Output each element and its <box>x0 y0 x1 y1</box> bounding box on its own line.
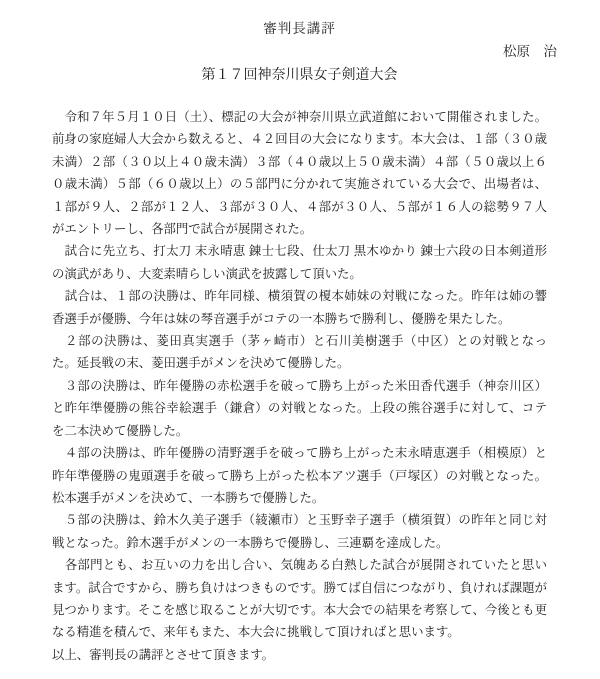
paragraph-signoff: 以上、審判長の講評とさせて頂きます。 <box>52 647 275 662</box>
paragraph-closing-remarks: 各部門とも、お互いの力を出し合い、気魄ある白熱した試合が展開されていたと思います。試合ですから、勝ち負けはつきものです。勝てば自信につながり、負ければ課題が見つかります。そこを感じ取ることが大切です。本大会での結果を考察して、今後とも更なる精進を積んで、来年もまた、本大会に挑戦して頂ければと思います。 <box>52 558 547 640</box>
document-body <box>52 106 547 666</box>
paragraph-opening: 令和７年５月１０日（土）、標記の大会が神奈川県立武道館において開催されました。前身の家庭婦人大会から数えると、４２回目の大会になります。本大会は、１部（３０歳未満）２部（３０以上４０歳未満）３部（４０歳以上５０歳未満）４部（５０歳以上６０歳未満）５部（６０歳以上）の５部門に分かれて実施されている大会で、出場者は、１部が９人、２部が１２人、３部が３０人、４部が３０人、５部が１６人の総勢９７人がエントリーし、各部門で試合が展開された。 <box>52 110 547 237</box>
paragraph-division-3-final: ３部の決勝は、昨年優勝の赤松選手を破って勝ち上がった米田香代選手（神奈川区）と昨年準優勝の熊谷幸絵選手（鎌倉）の対戦となった。上段の熊谷選手に対して、コテを二本決めて優勝した。 <box>52 378 547 438</box>
tournament-subtitle: 第１７回神奈川県女子剣道大会 <box>201 68 398 83</box>
paragraph-division-4-final: ４部の決勝は、昨年優勝の清野選手を破って勝ち上がった末永晴恵選手（相模原）と昨年準優勝の鬼頭選手を破って勝ち上がった松本アツ選手（戸塚区）の対戦となった。松本選手がメンを決めて、一本勝ちで優勝した。 <box>52 446 547 505</box>
author-name: 松原 治 <box>503 44 557 59</box>
paragraph-kendo-kata-demo: 試合に先立ち、打太刀 末永晴恵 錬士七段、仕太刀 黒木ゆかり 錬士六段の日本剣道形の演武があり、大変素晴らしい演武を披露して頂いた。 <box>52 244 547 281</box>
paragraph-division-2-final: ２部の決勝は、菱田真実選手（茅ヶ崎市）と石川美樹選手（中区）との対戦となった。延長戦の末、菱田選手がメンを決めて優勝した。 <box>52 334 547 371</box>
paragraph-division-1-final: 試合は、１部の決勝は、昨年同様、横須賀の榎本姉妹の対戦になった。昨年は姉の響香選手が優勝、今年は妹の琴音選手がコテの一本勝ちで勝利し、優勝を果たした。 <box>52 289 547 326</box>
document-title: 審判長講評 <box>263 21 336 36</box>
paragraph-division-5-final: ５部の決勝は、鈴木久美子選手（綾瀬市）と玉野幸子選手（横須賀）の昨年と同じ対戦となった。鈴木選手がメンの一本勝ちで優勝し、三連覇を達成した。 <box>52 513 547 550</box>
